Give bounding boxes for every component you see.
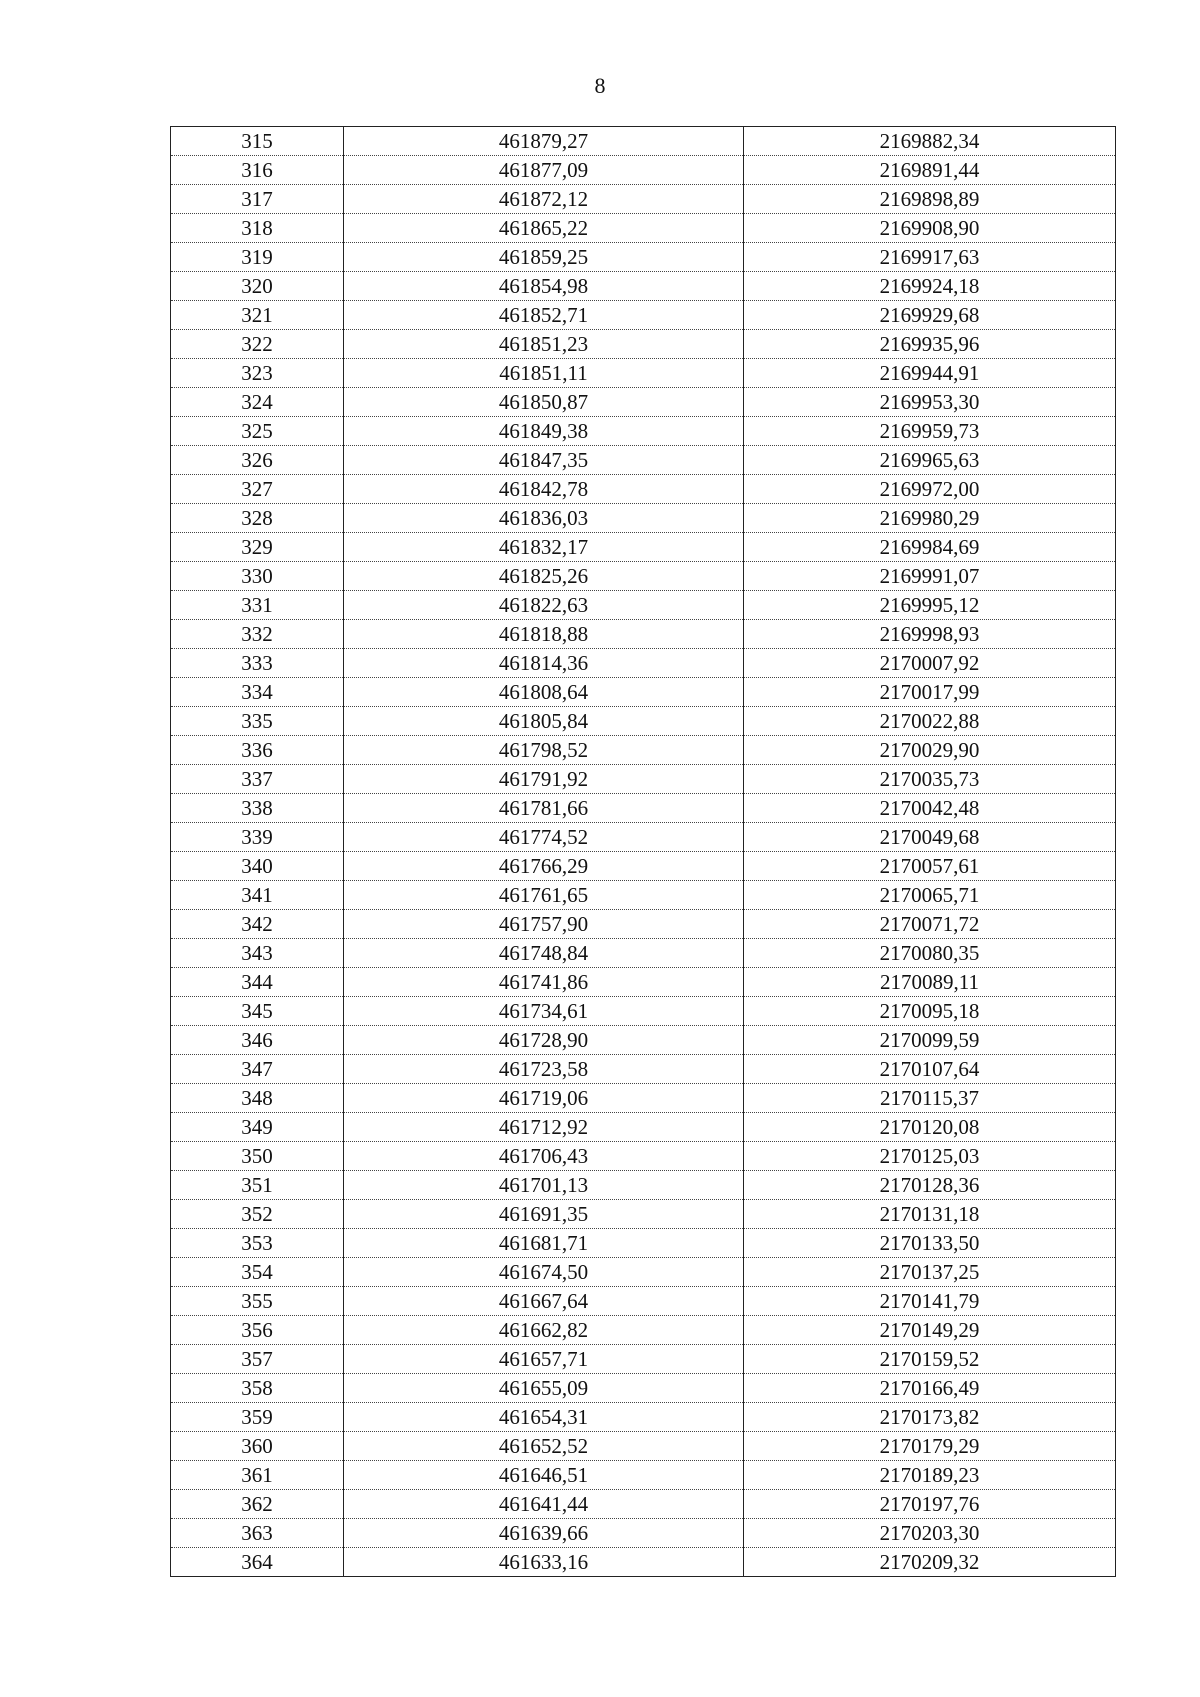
table-row [171,678,1116,707]
x-coordinate-cell: 461757,90 [344,910,744,939]
y-coordinate-cell: 2170080,35 [744,939,1116,968]
point-number-cell: 315 [171,127,344,156]
y-coordinate-cell: 2170049,68 [744,823,1116,852]
table-row [171,475,1116,504]
point-number-cell: 323 [171,359,344,388]
coordinates-table-body [171,127,1116,1577]
x-coordinate-cell: 461633,16 [344,1548,744,1577]
point-number-cell: 356 [171,1316,344,1345]
point-number-cell: 338 [171,794,344,823]
y-coordinate-cell: 2170042,48 [744,794,1116,823]
point-number-cell: 350 [171,1142,344,1171]
table-row [171,1142,1116,1171]
x-coordinate-cell: 461719,06 [344,1084,744,1113]
table-row [171,1490,1116,1519]
x-coordinate-cell: 461667,64 [344,1287,744,1316]
x-coordinate-cell: 461701,13 [344,1171,744,1200]
y-coordinate-cell: 2170022,88 [744,707,1116,736]
x-coordinate-cell: 461691,35 [344,1200,744,1229]
point-number-cell: 319 [171,243,344,272]
table-row [171,620,1116,649]
table-row [171,1229,1116,1258]
x-coordinate-cell: 461852,71 [344,301,744,330]
table-row [171,359,1116,388]
y-coordinate-cell: 2169991,07 [744,562,1116,591]
y-coordinate-cell: 2169898,89 [744,185,1116,214]
table-row [171,881,1116,910]
y-coordinate-cell: 2170203,30 [744,1519,1116,1548]
x-coordinate-cell: 461849,38 [344,417,744,446]
x-coordinate-cell: 461850,87 [344,388,744,417]
point-number-cell: 333 [171,649,344,678]
point-number-cell: 334 [171,678,344,707]
x-coordinate-cell: 461674,50 [344,1258,744,1287]
y-coordinate-cell: 2170137,25 [744,1258,1116,1287]
table-row [171,1287,1116,1316]
point-number-cell: 363 [171,1519,344,1548]
table-row [171,1519,1116,1548]
y-coordinate-cell: 2170065,71 [744,881,1116,910]
x-coordinate-cell: 461791,92 [344,765,744,794]
point-number-cell: 343 [171,939,344,968]
point-number-cell: 335 [171,707,344,736]
x-coordinate-cell: 461847,35 [344,446,744,475]
x-coordinate-cell: 461825,26 [344,562,744,591]
x-coordinate-cell: 461854,98 [344,272,744,301]
y-coordinate-cell: 2169998,93 [744,620,1116,649]
point-number-cell: 345 [171,997,344,1026]
x-coordinate-cell: 461865,22 [344,214,744,243]
table-row [171,1200,1116,1229]
x-coordinate-cell: 461766,29 [344,852,744,881]
x-coordinate-cell: 461814,36 [344,649,744,678]
point-number-cell: 354 [171,1258,344,1287]
table-row [171,417,1116,446]
point-number-cell: 322 [171,330,344,359]
table-row [171,1026,1116,1055]
y-coordinate-cell: 2169917,63 [744,243,1116,272]
point-number-cell: 337 [171,765,344,794]
x-coordinate-cell: 461842,78 [344,475,744,504]
x-coordinate-cell: 461781,66 [344,794,744,823]
table-row [171,997,1116,1026]
x-coordinate-cell: 461872,12 [344,185,744,214]
table-row [171,968,1116,997]
point-number-cell: 352 [171,1200,344,1229]
point-number-cell: 349 [171,1113,344,1142]
x-coordinate-cell: 461662,82 [344,1316,744,1345]
point-number-cell: 347 [171,1055,344,1084]
table-row [171,823,1116,852]
table-row [171,1113,1116,1142]
y-coordinate-cell: 2170128,36 [744,1171,1116,1200]
y-coordinate-cell: 2169972,00 [744,475,1116,504]
x-coordinate-cell: 461652,52 [344,1432,744,1461]
y-coordinate-cell: 2169953,30 [744,388,1116,417]
y-coordinate-cell: 2170179,29 [744,1432,1116,1461]
x-coordinate-cell: 461851,23 [344,330,744,359]
table-row [171,1461,1116,1490]
y-coordinate-cell: 2170057,61 [744,852,1116,881]
point-number-cell: 360 [171,1432,344,1461]
point-number-cell: 321 [171,301,344,330]
table-row [171,1084,1116,1113]
point-number-cell: 327 [171,475,344,504]
y-coordinate-cell: 2169891,44 [744,156,1116,185]
point-number-cell: 320 [171,272,344,301]
x-coordinate-cell: 461734,61 [344,997,744,1026]
point-number-cell: 342 [171,910,344,939]
point-number-cell: 353 [171,1229,344,1258]
point-number-cell: 330 [171,562,344,591]
x-coordinate-cell: 461712,92 [344,1113,744,1142]
y-coordinate-cell: 2170173,82 [744,1403,1116,1432]
table-row [171,504,1116,533]
point-number-cell: 332 [171,620,344,649]
x-coordinate-cell: 461706,43 [344,1142,744,1171]
y-coordinate-cell: 2169944,91 [744,359,1116,388]
y-coordinate-cell: 2170141,79 [744,1287,1116,1316]
y-coordinate-cell: 2170035,73 [744,765,1116,794]
table-row [171,649,1116,678]
y-coordinate-cell: 2169935,96 [744,330,1116,359]
y-coordinate-cell: 2170149,29 [744,1316,1116,1345]
x-coordinate-cell: 461639,66 [344,1519,744,1548]
table-row [171,185,1116,214]
table-row [171,1316,1116,1345]
point-number-cell: 348 [171,1084,344,1113]
point-number-cell: 318 [171,214,344,243]
table-row [171,1432,1116,1461]
point-number-cell: 339 [171,823,344,852]
table-row [171,127,1116,156]
coordinates-table [170,126,1116,1577]
point-number-cell: 358 [171,1374,344,1403]
table-row [171,1374,1116,1403]
y-coordinate-cell: 2169959,73 [744,417,1116,446]
table-row [171,591,1116,620]
point-number-cell: 341 [171,881,344,910]
y-coordinate-cell: 2170166,49 [744,1374,1116,1403]
y-coordinate-cell: 2170089,11 [744,968,1116,997]
table-row [171,794,1116,823]
table-row [171,910,1116,939]
y-coordinate-cell: 2170125,03 [744,1142,1116,1171]
point-number-cell: 351 [171,1171,344,1200]
x-coordinate-cell: 461798,52 [344,736,744,765]
y-coordinate-cell: 2170131,18 [744,1200,1116,1229]
x-coordinate-cell: 461655,09 [344,1374,744,1403]
x-coordinate-cell: 461641,44 [344,1490,744,1519]
point-number-cell: 329 [171,533,344,562]
y-coordinate-cell: 2169995,12 [744,591,1116,620]
x-coordinate-cell: 461761,65 [344,881,744,910]
point-number-cell: 359 [171,1403,344,1432]
point-number-cell: 328 [171,504,344,533]
point-number-cell: 361 [171,1461,344,1490]
table-row [171,852,1116,881]
table-row [171,301,1116,330]
point-number-cell: 316 [171,156,344,185]
x-coordinate-cell: 461646,51 [344,1461,744,1490]
y-coordinate-cell: 2169980,29 [744,504,1116,533]
point-number-cell: 346 [171,1026,344,1055]
point-number-cell: 344 [171,968,344,997]
y-coordinate-cell: 2170029,90 [744,736,1116,765]
table-row [171,736,1116,765]
x-coordinate-cell: 461818,88 [344,620,744,649]
y-coordinate-cell: 2169924,18 [744,272,1116,301]
point-number-cell: 324 [171,388,344,417]
x-coordinate-cell: 461822,63 [344,591,744,620]
table-row [171,765,1116,794]
y-coordinate-cell: 2170071,72 [744,910,1116,939]
table-row [171,330,1116,359]
point-number-cell: 357 [171,1345,344,1374]
y-coordinate-cell: 2169929,68 [744,301,1116,330]
page-number: 8 [594,73,606,98]
x-coordinate-cell: 461836,03 [344,504,744,533]
y-coordinate-cell: 2170115,37 [744,1084,1116,1113]
y-coordinate-cell: 2170017,99 [744,678,1116,707]
table-row [171,156,1116,185]
table-row [171,707,1116,736]
x-coordinate-cell: 461859,25 [344,243,744,272]
point-number-cell: 336 [171,736,344,765]
y-coordinate-cell: 2170120,08 [744,1113,1116,1142]
x-coordinate-cell: 461728,90 [344,1026,744,1055]
point-number-cell: 317 [171,185,344,214]
y-coordinate-cell: 2170007,92 [744,649,1116,678]
point-number-cell: 325 [171,417,344,446]
x-coordinate-cell: 461723,58 [344,1055,744,1084]
y-coordinate-cell: 2169882,34 [744,127,1116,156]
x-coordinate-cell: 461741,86 [344,968,744,997]
y-coordinate-cell: 2170189,23 [744,1461,1116,1490]
table-row [171,939,1116,968]
point-number-cell: 364 [171,1548,344,1577]
x-coordinate-cell: 461657,71 [344,1345,744,1374]
y-coordinate-cell: 2169984,69 [744,533,1116,562]
y-coordinate-cell: 2170159,52 [744,1345,1116,1374]
table-row [171,214,1116,243]
point-number-cell: 326 [171,446,344,475]
x-coordinate-cell: 461805,84 [344,707,744,736]
table-row [171,533,1116,562]
x-coordinate-cell: 461681,71 [344,1229,744,1258]
y-coordinate-cell: 2169908,90 [744,214,1116,243]
x-coordinate-cell: 461879,27 [344,127,744,156]
table-row [171,1548,1116,1577]
point-number-cell: 340 [171,852,344,881]
y-coordinate-cell: 2170209,32 [744,1548,1116,1577]
y-coordinate-cell: 2170099,59 [744,1026,1116,1055]
y-coordinate-cell: 2170107,64 [744,1055,1116,1084]
x-coordinate-cell: 461851,11 [344,359,744,388]
table-row [171,243,1116,272]
table-row [171,1055,1116,1084]
table-row [171,1171,1116,1200]
x-coordinate-cell: 461832,17 [344,533,744,562]
point-number-cell: 331 [171,591,344,620]
y-coordinate-cell: 2170197,76 [744,1490,1116,1519]
y-coordinate-cell: 2170133,50 [744,1229,1116,1258]
x-coordinate-cell: 461877,09 [344,156,744,185]
table-row [171,388,1116,417]
x-coordinate-cell: 461808,64 [344,678,744,707]
table-row [171,272,1116,301]
y-coordinate-cell: 2169965,63 [744,446,1116,475]
table-row [171,562,1116,591]
table-row [171,1258,1116,1287]
point-number-cell: 355 [171,1287,344,1316]
point-number-cell: 362 [171,1490,344,1519]
x-coordinate-cell: 461654,31 [344,1403,744,1432]
y-coordinate-cell: 2170095,18 [744,997,1116,1026]
table-row [171,1403,1116,1432]
x-coordinate-cell: 461748,84 [344,939,744,968]
table-row [171,1345,1116,1374]
x-coordinate-cell: 461774,52 [344,823,744,852]
table-row [171,446,1116,475]
